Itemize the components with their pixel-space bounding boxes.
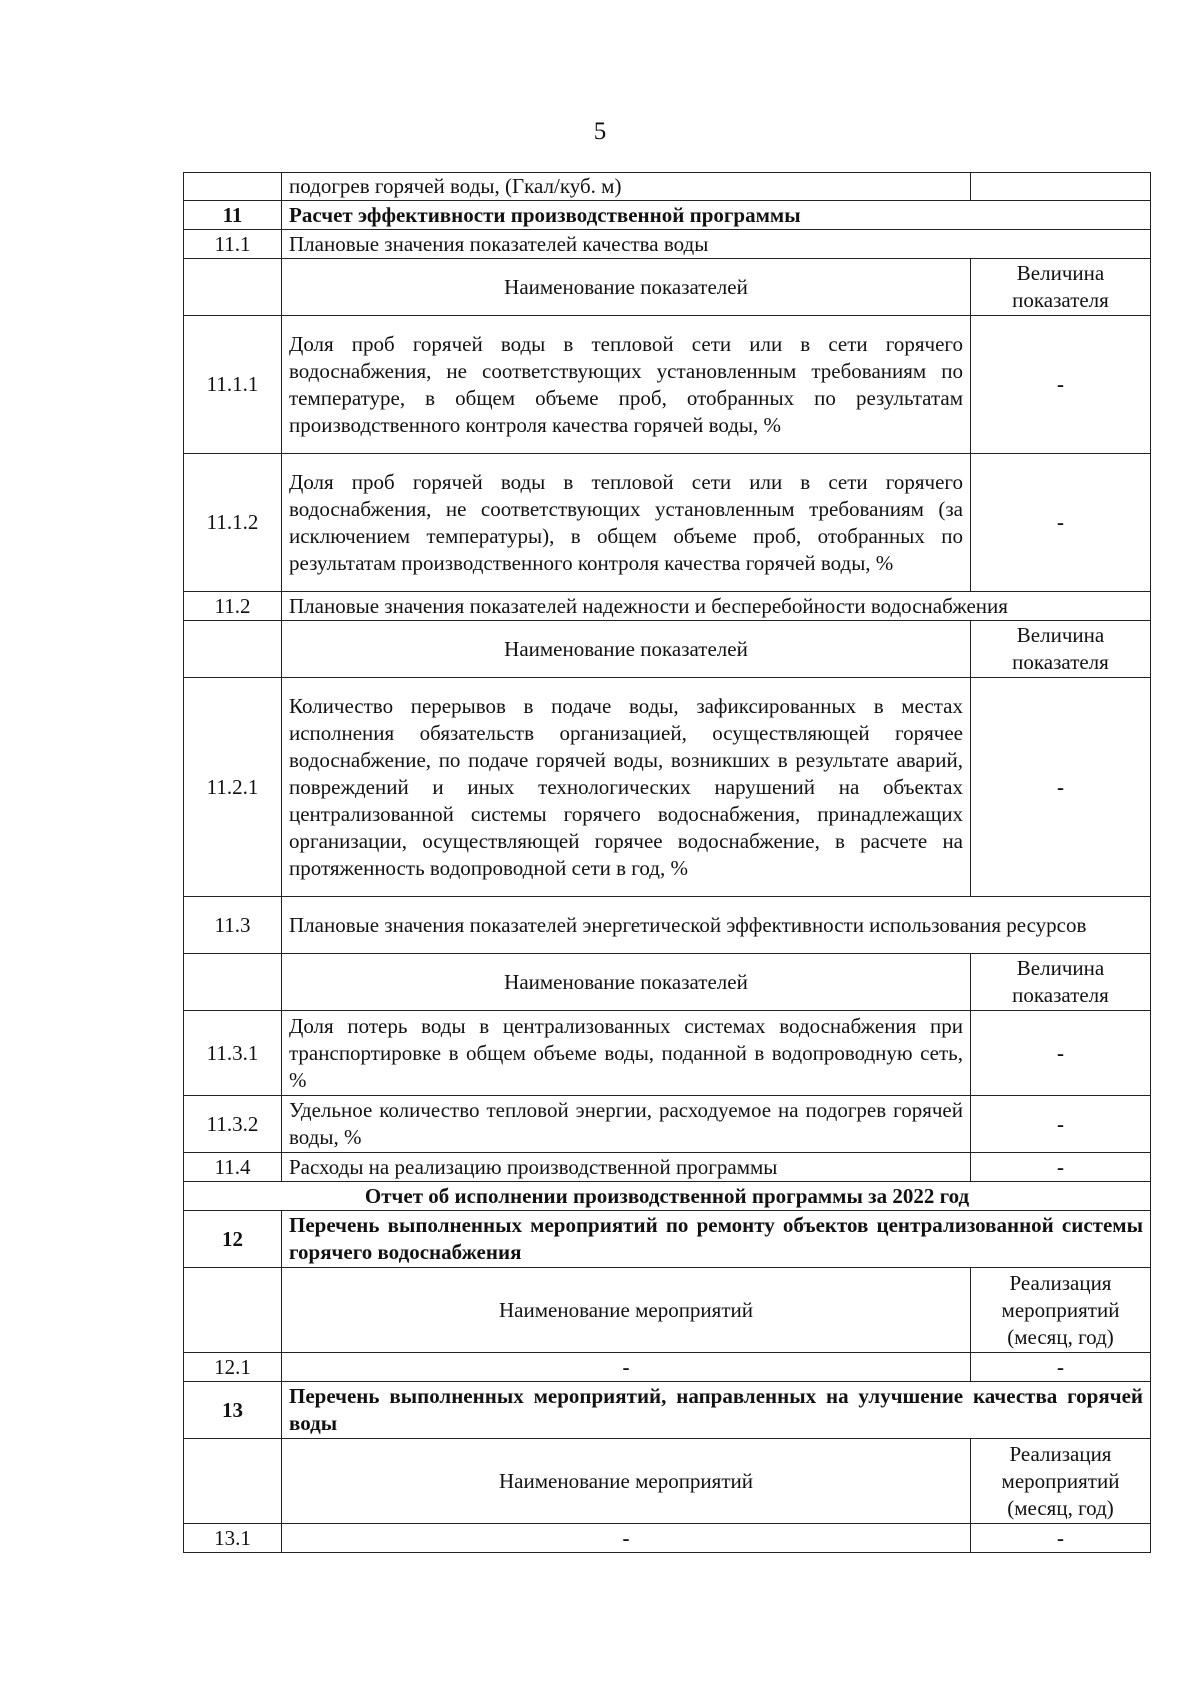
row-number: 11.2 [184, 592, 282, 621]
table-row [184, 316, 1151, 454]
column-header-name: Наименование показателей [282, 259, 971, 316]
empty-cell [184, 259, 282, 316]
header-row [184, 1439, 1151, 1524]
section-title: Перечень выполненных мероприятий по ремонту объектов централизованной системы горячего водоснабжения [282, 1211, 1151, 1268]
table-row [184, 454, 1151, 592]
column-header-value: Реализация мероприятий (месяц, год) [971, 1268, 1151, 1353]
header-row [184, 621, 1151, 678]
column-header-value: Величина показателя [971, 954, 1151, 1011]
section-number: 12 [184, 1211, 282, 1268]
row-number: 11.1 [184, 230, 282, 259]
row-value: - [971, 1524, 1151, 1553]
row-text: - [282, 1524, 971, 1553]
row-value: - [971, 678, 1151, 897]
column-header-name: Наименование мероприятий [282, 1439, 971, 1524]
empty-cell [184, 1439, 282, 1524]
row-number: 13.1 [184, 1524, 282, 1553]
row-text: Удельное количество тепловой энергии, расходуемое на подогрев горячей воды, % [282, 1096, 971, 1153]
row-text: Доля проб горячей воды в тепловой сети или в сети горячего водоснабжения, не соответствующих установленным требованиям (за исключением температуры), в общем объеме проб, отобранных по результатам производственного контроля качества горячей воды, % [282, 454, 971, 592]
row-number [184, 173, 282, 201]
section-row [184, 1211, 1151, 1268]
subsection-row [184, 230, 1151, 259]
row-value: - [971, 1096, 1151, 1153]
row-text: Доля потерь воды в централизованных системах водоснабжения при транспортировке в общем объеме воды, поданной в водопроводную сеть, % [282, 1011, 971, 1096]
row-value: - [971, 1153, 1151, 1182]
section-row [184, 201, 1151, 230]
table-row [184, 1096, 1151, 1153]
row-number: 11.1.2 [184, 454, 282, 592]
row-value: - [971, 454, 1151, 592]
row-number: 12.1 [184, 1353, 282, 1382]
section-title: Расчет эффективности производственной программы [282, 201, 1151, 230]
row-value: - [971, 1353, 1151, 1382]
table-row [184, 1153, 1151, 1182]
header-row [184, 259, 1151, 316]
row-value: - [971, 1011, 1151, 1096]
report-title: Отчет об исполнении производственной программы за 2022 год [184, 1182, 1151, 1211]
column-header-name: Наименование показателей [282, 954, 971, 1011]
subsection-row [184, 897, 1151, 954]
header-row [184, 1268, 1151, 1353]
row-text: подогрев горячей воды, (Гкал/куб. м) [282, 173, 971, 201]
row-number: 11.3.2 [184, 1096, 282, 1153]
subsection-title: Плановые значения показателей энергетической эффективности использования ресурсов [282, 897, 1151, 954]
column-header-name: Наименование мероприятий [282, 1268, 971, 1353]
report-title-row [184, 1182, 1151, 1211]
row-text: Количество перерывов в подаче воды, зафиксированных в местах исполнения обязательств организацией, осуществляющей горячее водоснабжение, по подаче горячей воды, возникших в результате аварий, повреждений и иных технологических нарушений на объектах централизованной системы горячего водоснабжения, принадлежащих организации, осуществляющей горячее водоснабжение, в расчете на протяженность водопроводной сети в год, % [282, 678, 971, 897]
section-number: 11 [184, 201, 282, 230]
program-table [183, 172, 1151, 1553]
table-row [184, 1011, 1151, 1096]
row-number: 11.1.1 [184, 316, 282, 454]
table-row [184, 1353, 1151, 1382]
table-row [184, 678, 1151, 897]
row-value [971, 173, 1151, 201]
subsection-title: Плановые значения показателей качества воды [282, 230, 1151, 259]
column-header-name: Наименование показателей [282, 621, 971, 678]
row-number: 11.3.1 [184, 1011, 282, 1096]
row-number: 11.2.1 [184, 678, 282, 897]
row-number: 11.3 [184, 897, 282, 954]
section-number: 13 [184, 1382, 282, 1439]
subsection-title: Плановые значения показателей надежности и бесперебойности водоснабжения [282, 592, 1151, 621]
header-row [184, 954, 1151, 1011]
row-text: Расходы на реализацию производственной программы [282, 1153, 971, 1182]
row-text: - [282, 1353, 971, 1382]
row-value: - [971, 316, 1151, 454]
table-row [184, 173, 1151, 201]
column-header-value: Реализация мероприятий (месяц, год) [971, 1439, 1151, 1524]
empty-cell [184, 1268, 282, 1353]
column-header-value: Величина показателя [971, 259, 1151, 316]
table-row [184, 1524, 1151, 1553]
empty-cell [184, 954, 282, 1011]
row-number: 11.4 [184, 1153, 282, 1182]
section-row [184, 1382, 1151, 1439]
subsection-row [184, 592, 1151, 621]
empty-cell [184, 621, 282, 678]
section-title: Перечень выполненных мероприятий, направленных на улучшение качества горячей воды [282, 1382, 1151, 1439]
column-header-value: Величина показателя [971, 621, 1151, 678]
row-text: Доля проб горячей воды в тепловой сети или в сети горячего водоснабжения, не соответствующих установленным требованиям по температуре, в общем объеме проб, отобранных по результатам производственного контроля качества горячей воды, % [282, 316, 971, 454]
page-number: 5 [593, 118, 607, 145]
